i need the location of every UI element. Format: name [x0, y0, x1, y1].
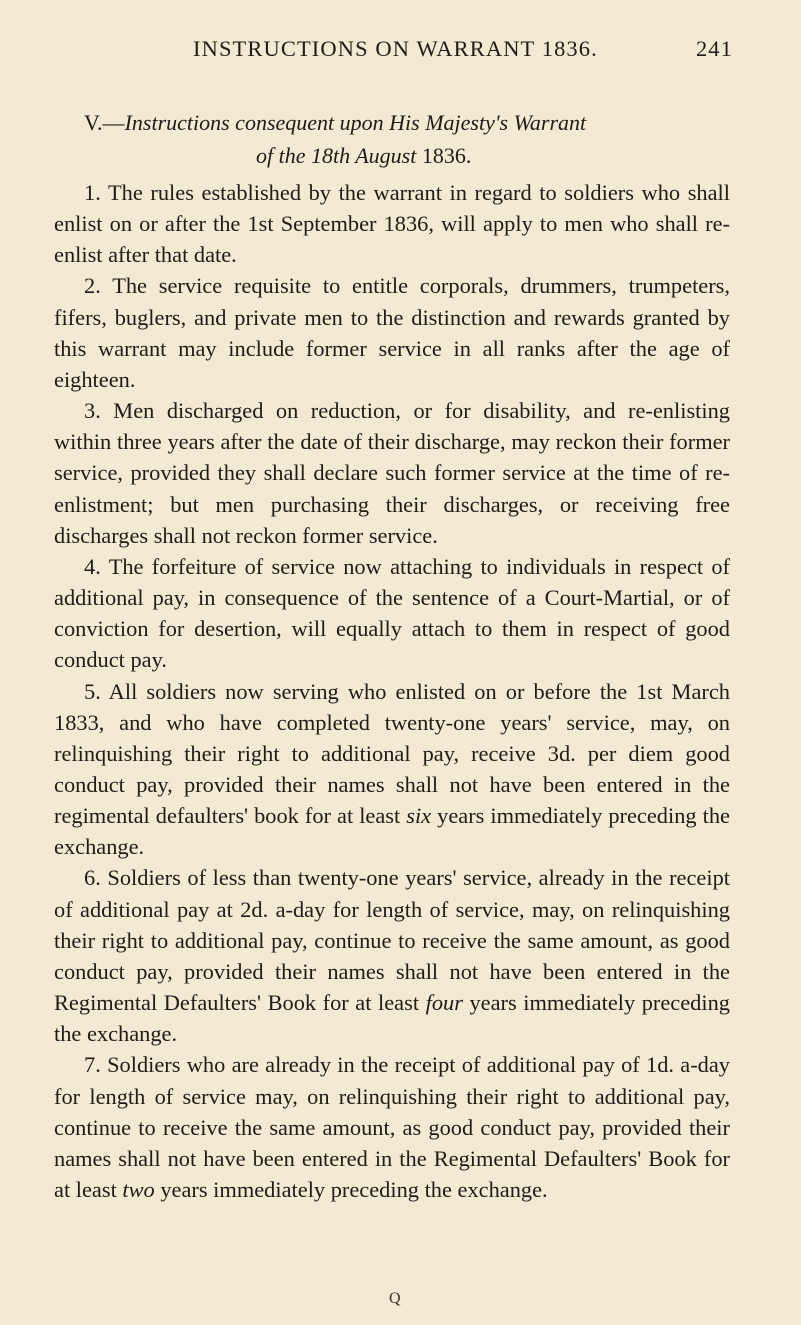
emphasis-six: six [406, 803, 432, 829]
paragraph-1 [54, 177, 730, 270]
section-title-month: August [350, 143, 422, 168]
paragraph-number: 3. [84, 398, 101, 424]
paragraph-4 [54, 551, 730, 676]
section-title-year: 1836. [421, 143, 472, 168]
section-title-of-the: of the [256, 143, 311, 168]
paragraph-7 [54, 1049, 730, 1205]
section-heading-line-1 [84, 106, 744, 139]
paragraph-text: All soldiers now serving who enlisted on or before the 1st March 1833, and who have completed twenty-one years' service, may, on relinquishing their right to additional pay, receive 3d. per diem good conduct pay, provided their names shall not have been entered in the regimental defaulters' book for at least [54, 678, 730, 829]
page-number: 241 [695, 36, 733, 61]
running-title: INSTRUCTIONS ON WARRANT 1836. [193, 36, 598, 61]
paragraph-text-end: years immediately preceding the exchange. [54, 990, 730, 1047]
paragraph-text: Men discharged on reduction, or for disability, and re-enlisting within three years after the date of their discharge, may reckon their former service, provided they shall declare such former service at the time of re-enlistment; but men purchasing their discharges, or receiving free discharges shall not reckon former service. [54, 398, 730, 548]
section-heading [84, 106, 744, 172]
paragraph-5 [54, 676, 730, 863]
signature-mark: Q [389, 1290, 401, 1307]
paragraph-text: Soldiers of less than twenty-one years' service, already in the receipt of additional pay at 2d. a-day for length of service, may, on relinquishing their right to additional pay, continue to receive the same amount, as good conduct pay, provided their names shall not have been entered in the Regimental Defaulters' Book for at least [54, 865, 730, 1016]
paragraph-number: 6. [84, 865, 101, 891]
paragraph-number: 1. [84, 180, 101, 205]
section-prefix: V.— [84, 110, 125, 135]
paragraph-number: 5. [84, 678, 101, 704]
paragraph-number: 4. [84, 553, 101, 579]
paragraph-number: 7. [84, 1052, 101, 1078]
paragraph-number: 2. [84, 273, 101, 299]
paragraph-text: The rules established by the warrant in regard to soldiers who shall enlist on or after the 1st September 1836, will apply to men who shall re-enlist after that date. [54, 180, 730, 268]
paragraph-text-end: years immediately preceding the exchange. [54, 803, 730, 860]
section-title-day: 18th [311, 143, 351, 168]
paragraph-text: Soldiers who are already in the receipt of additional pay of 1d. a-day for length of service may, on relinquishing their right to additional pay, continue to receive the same amount, as good conduct pay, provided their names shall not have been entered in the Regimental Defaulters' Book for at least [54, 1052, 730, 1202]
paragraph-text: The service requisite to entitle corporals, drummers, trumpeters, fifers, buglers, and private men to the distinction and rewards granted by this warrant may include former service in all ranks after the age of eighteen. [54, 273, 730, 392]
running-head [193, 36, 733, 70]
paragraph-3 [54, 395, 730, 551]
paragraph-2 [54, 270, 730, 395]
instructions-body [54, 177, 730, 1205]
paragraph-text-end: years immediately preceding the exchange. [154, 1177, 548, 1202]
paragraph-6 [54, 862, 730, 1049]
emphasis-two: two [122, 1177, 155, 1202]
emphasis-four: four [425, 990, 463, 1016]
section-heading-line-2 [84, 139, 744, 172]
section-title-line-1: Instructions consequent upon His Majesty's Warrant [124, 110, 587, 135]
paragraph-text: The forfeiture of service now attaching to individuals in respect of additional pay, in consequence of the sentence of a Court-Martial, or of conviction for desertion, will equally attach to them in respect of good conduct pay. [54, 553, 730, 673]
